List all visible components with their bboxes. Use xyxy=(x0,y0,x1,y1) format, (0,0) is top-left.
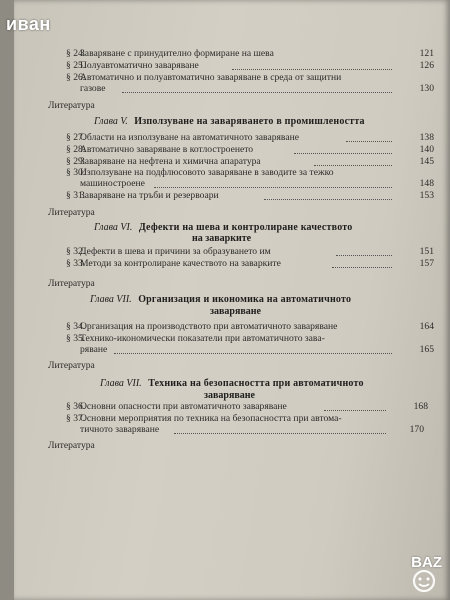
toc-entry-number: § 29. xyxy=(66,156,86,167)
toc-entry-title: Технико-икономически показатели при автоматичното зава- xyxy=(80,333,325,344)
toc-entry-title: Полуавтоматично заваряване xyxy=(80,60,199,71)
toc-entry-page: 126 xyxy=(419,60,434,71)
baz-logo-text: BAZ xyxy=(411,554,442,571)
baz-logo xyxy=(384,554,442,594)
toc-entry-number: § 34. xyxy=(66,321,86,332)
toc-entry-title: Организация на производството при автоматичното заваряване xyxy=(80,321,338,332)
toc-entry-number: § 28. xyxy=(66,144,86,155)
chapter-heading xyxy=(100,378,364,389)
leader-dots xyxy=(264,199,392,200)
toc-entry-number: § 36. xyxy=(66,401,86,412)
literature-label: Литература xyxy=(48,440,95,451)
toc-entry-page: 145 xyxy=(419,156,434,167)
toc-entry-title: Използуване на подфлюсовото заваряване в заводите за тежко xyxy=(80,167,334,178)
toc-entry-title-cont: машиностроене xyxy=(80,178,145,189)
chapter-heading xyxy=(90,294,351,305)
chapter-heading xyxy=(94,116,365,127)
toc-entry-title: Автоматично и полуавтоматично заваряване в среда от защитни xyxy=(80,72,342,83)
toc-entry-title-cont: газове xyxy=(80,83,106,94)
literature-label: Литература xyxy=(48,100,95,111)
toc-entry-page: 153 xyxy=(419,190,434,201)
toc-entry-title-cont: ряване xyxy=(80,344,108,355)
toc-entry-page: 170 xyxy=(409,424,424,435)
toc-entry-page: 164 xyxy=(419,321,434,332)
leader-dots xyxy=(174,433,386,434)
toc-entry-number: § 25. xyxy=(66,60,86,71)
toc-entry-title: Основни опасности при автоматичното заваряване xyxy=(80,401,287,412)
toc-entry-page: 140 xyxy=(419,144,434,155)
chapter-label: Глава V. xyxy=(94,116,128,127)
toc-entry-page: 157 xyxy=(419,258,434,269)
toc-entry-page: 168 xyxy=(413,401,428,412)
toc-entry-title: Заваряване на тръби и резервоари xyxy=(80,190,219,201)
toc-entry-page: 148 xyxy=(419,178,434,189)
chapter-label: Глава VII. xyxy=(100,378,142,389)
toc-entry-page: 165 xyxy=(419,344,434,355)
toc-entry-page: 138 xyxy=(419,132,434,143)
toc-entry-number: § 24. xyxy=(66,48,86,59)
chapter-label: Глава VI. xyxy=(94,222,133,233)
toc-entry-title: Заваряване на нефтена и химична апаратура xyxy=(80,156,261,167)
toc-entry-title: Заваряване с принудително формиране на шева xyxy=(80,48,274,59)
toc-entry-title-cont: тичното заваряване xyxy=(80,424,160,435)
toc-entry-title: Области на използуване на автоматичното заваряване xyxy=(80,132,299,143)
toc-entry-number: § 31. xyxy=(66,190,86,201)
toc-entry-number: § 30. xyxy=(66,167,86,178)
chapter-title-cont: на заварките xyxy=(192,233,252,244)
toc-entry-title: Автоматично заваряване в котлостроенето xyxy=(80,144,254,155)
toc-entry-number: § 33. xyxy=(66,258,86,269)
toc-entry-number: § 27. xyxy=(66,132,86,143)
toc-entry-number: § 37. xyxy=(66,413,86,424)
leader-dots xyxy=(154,187,392,188)
literature-label: Литература xyxy=(48,207,95,218)
leader-dots xyxy=(294,153,392,154)
literature-label: Литература xyxy=(48,360,95,371)
leader-dots xyxy=(314,165,392,166)
chapter-title: Дефекти на шева и контролиране качеството xyxy=(138,222,353,233)
book-page xyxy=(14,0,450,600)
toc-entry-title: Методи за контролиране качеството на заварките xyxy=(80,258,281,269)
chapter-title: Използуване на заваряването в промишлеността xyxy=(134,116,365,127)
toc-entry-title: Основни мероприятия по техника на безопасността при автома- xyxy=(80,413,342,424)
chapter-heading xyxy=(94,222,352,233)
leader-dots xyxy=(346,141,392,142)
chapter-title: Техника на безопасността при автоматичното xyxy=(148,378,364,389)
chapter-title-cont: заваряване xyxy=(210,306,261,317)
chapter-label: Глава VII. xyxy=(90,294,132,305)
toc-entry-number: § 26. xyxy=(66,72,86,83)
chapter-title-cont: заваряване xyxy=(204,390,255,401)
chapter-title: Организация и икономика на автоматичното xyxy=(138,294,352,305)
toc-entry-page: 151 xyxy=(419,246,434,257)
toc-entry-title: Дефекти в шева и причини за образуването им xyxy=(80,246,271,257)
toc-entry-number: § 32. xyxy=(66,246,86,257)
toc-entry-number: § 35. xyxy=(66,333,86,344)
literature-label: Литература xyxy=(48,278,95,289)
toc-entry-page: 130 xyxy=(419,83,434,94)
leader-dots xyxy=(332,267,392,268)
watermark-text: иван xyxy=(6,14,51,34)
leader-dots xyxy=(122,92,392,93)
leader-dots xyxy=(114,353,392,354)
leader-dots xyxy=(232,69,392,70)
leader-dots xyxy=(336,255,392,256)
toc-entry-page: 121 xyxy=(419,48,434,59)
leader-dots xyxy=(324,410,386,411)
